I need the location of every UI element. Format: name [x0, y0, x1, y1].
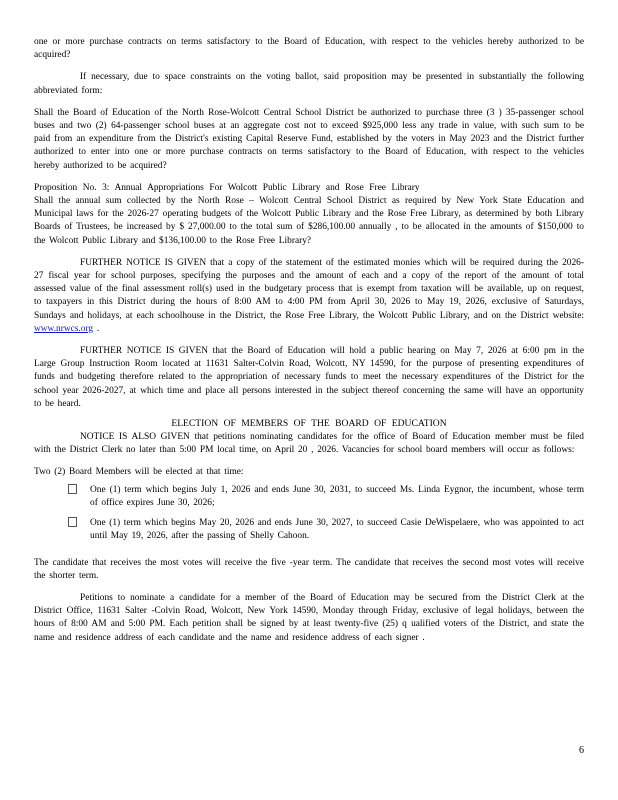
bullet-square-icon	[68, 517, 77, 527]
spacer	[34, 336, 584, 345]
sentence-period: .	[93, 323, 100, 334]
list-item-text: One (1) term which begins May 20, 2026 and ends June 30, 2027, to succeed Casie DeWispelaere, who was appointed to act until May 19, 2026, after the passing of Shelly Cahoon.	[90, 518, 584, 542]
further-notice-statement-text: FURTHER NOTICE IS GIVEN that a copy of the statement of the estimated monies which will be required during the 2026-27 fiscal year for school purposes, specifying the purposes and the amount of each and a copy of the report of the amount of total assessed value of the final assessment roll(s) used in the budgetary process that is exempt from taxation will be available, up on request, to taxpayers in this District during the hours of 8:00 AM to 4:00 PM from April 30, 2026 to May 19, 2026, exclusive of Saturdays, Sundays and holidays, at each schoolhouse in the District, the Rose Free Library, the Wolcott Public Library, and on the District website:	[34, 257, 584, 321]
paragraph-petition-requirements: Petitions to nominate a candidate for a member of the Board of Education may be secured from the District Clerk at the District Office, 11631 Salter -Colvin Road, Wolcott, New York 14590, Monday through Friday, exclusive of legal holidays, between the hours of 8:00 AM and 5:00 PM. Each petition shall be signed by at least twenty-five (25) q ualified voters of the District, and state the name and residence address of each candidate and the name and residence address of each signer .	[34, 592, 584, 643]
spacer	[34, 583, 584, 592]
district-website-link[interactable]: www.nrwcs.org	[34, 323, 94, 334]
paragraph-further-notice-hearing: FURTHER NOTICE IS GIVEN that the Board of Education will hold a public hearing on May 7, 2026 at 6:00 pm in the Large Group Instruction Room located at 11631 Salter-Colvin Road, Wolcott, NY 14590, for the purpose of presenting expenditures of funds and budgeting therefore related to the appropriation of necessary funds to meet the necessary expenditures of the District for the school year 2026-2027, at which time and place all persons interested in the subject thereof concerning the same will have an opportunity to be heard.	[34, 346, 584, 409]
spacer	[34, 248, 584, 257]
page-number: 6	[579, 745, 584, 756]
bullet-square-icon	[68, 484, 77, 494]
spacer	[34, 457, 584, 466]
list-item	[90, 484, 584, 510]
section-heading-election-of-members: ELECTION OF MEMBERS OF THE BOARD OF EDUCATION	[171, 418, 447, 430]
paragraph-continuation: one or more purchase contracts on terms satisfactory to the Board of Education, with respect to the vehicles hereby authorized to be acquired?	[34, 37, 584, 61]
spacer	[34, 98, 584, 107]
paragraph-nominating-petitions: NOTICE IS ALSO GIVEN that petitions nominating candidates for the office of Board of Education member must be filed with the District Clerk no later than 5:00 PM local time, on April 20 , 2026. Vacancies for school board members will occur as follows:	[34, 432, 584, 456]
list-item	[90, 517, 584, 543]
list-item-text: One (1) term which begins July 1, 2026 and ends June 30, 2031, to succeed Ms. Linda Eygnor, the incumbent, whose term of office expires June 30, 2026;	[90, 484, 584, 508]
proposition-3-heading: Proposition No. 3: Annual Appropriations For Wolcott Public Library and Rose Free Library	[34, 182, 420, 193]
spacer	[34, 62, 584, 71]
paragraph-board-members-elected: Two (2) Board Members will be elected at that time:	[34, 467, 244, 478]
paragraph-further-notice-statement	[34, 257, 584, 336]
board-vacancy-list	[34, 484, 584, 544]
paragraph-proposition-3-text: Shall the annual sum collected by the North Rose – Wolcott Central School District as required by New York State Education and Municipal laws for the 2026-27 operating budgets of the Wolcott Public Library and the Rose Free Library, as determined by both Library Boards of Trustees, be increased by $ 27,000.00 to the total sum of $286,100.00 annually , to be allocated in the amounts of $150,000 to the Wolcott Public Library and $136,100.00 to the Rose Free Library?	[34, 196, 584, 246]
spacer	[34, 173, 584, 182]
paragraph-abbreviated-form-intro: If necessary, due to space constraints on the voting ballot, said proposition may be presented in substantially the following abbreviated form:	[34, 72, 584, 96]
paragraph-term-assignment: The candidate that receives the most votes will receive the five -year term. The candidate that receives the second most votes will receive the shorter term.	[34, 557, 584, 581]
paragraph-proposition-2-text: Shall the Board of Education of the North Rose-Wolcott Central School District be authorized to purchase three (3 ) 35-passenger school buses and two (2) 64-passenger school buses at an aggregate cost not to exceed $925,000 less any trade in value, with such sum to be paid from an expenditure from the District's existing Capital Reserve Fund, established by the voters in May 2023 and the District further authorized to enter into one or more purchase contracts on terms satisfactory to the Board of Education, with respect to the vehicles hereby authorized to be acquired?	[34, 107, 584, 171]
